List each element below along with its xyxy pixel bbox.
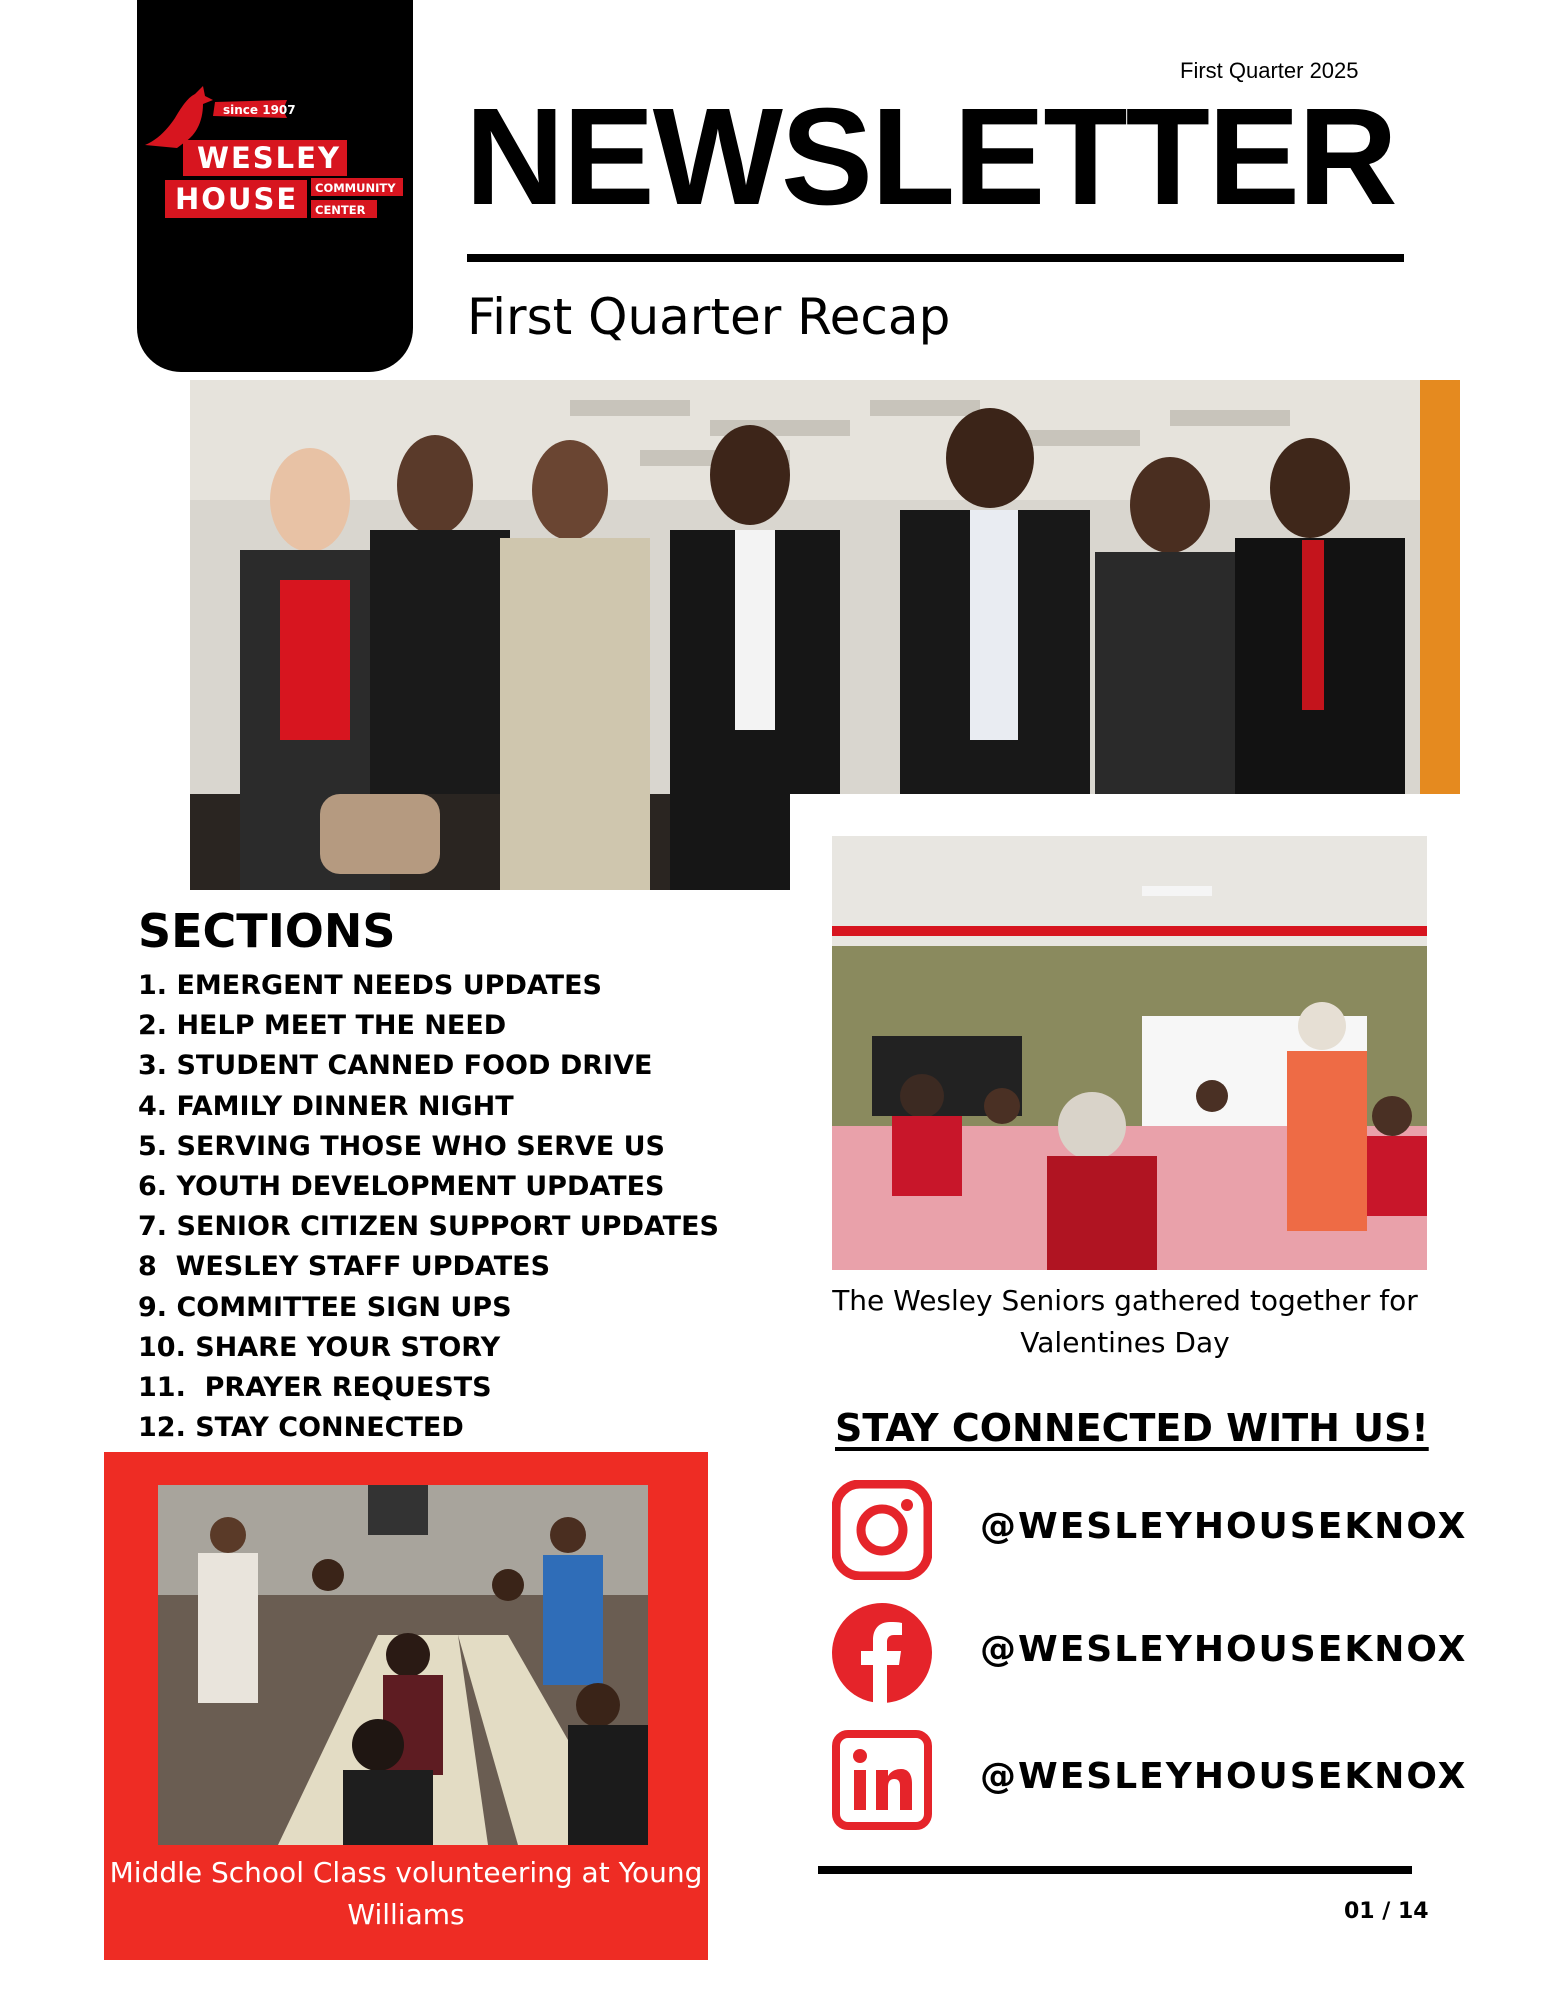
class-photo-caption: Middle School Class volunteering at Young Williams xyxy=(109,1856,703,1931)
linkedin-link[interactable] xyxy=(832,1730,1468,1830)
section-item: 2. HELP MEET THE NEED xyxy=(138,1010,507,1042)
section-item: 10. SHARE YOUR STORY xyxy=(138,1331,501,1363)
logo-center-text: CENTER xyxy=(315,203,366,217)
sections-heading: SECTIONS xyxy=(138,904,396,958)
section-item: 6. YOUTH DEVELOPMENT UPDATES xyxy=(138,1171,665,1203)
section-item: 12. STAY CONNECTED xyxy=(138,1412,464,1444)
wesley-house-logo xyxy=(137,60,413,230)
sections-list xyxy=(138,966,719,1448)
seniors-valentines-photo xyxy=(832,836,1427,1270)
instagram-handle[interactable]: @WESLEYHOUSEKNOX xyxy=(980,1506,1468,1547)
instagram-link[interactable] xyxy=(832,1480,1468,1580)
facebook-handle[interactable]: @WESLEYHOUSEKNOX xyxy=(980,1629,1468,1670)
linkedin-handle[interactable]: @WESLEYHOUSEKNOX xyxy=(980,1756,1468,1797)
instagram-icon xyxy=(832,1480,932,1580)
linkedin-icon xyxy=(832,1730,932,1830)
logo-since-text: since 1907 xyxy=(223,103,296,117)
title-divider xyxy=(467,254,1404,262)
section-item: 5. SERVING THOSE WHO SERVE US xyxy=(138,1130,666,1162)
middle-school-class-photo xyxy=(158,1485,648,1845)
logo-community-text: COMMUNITY xyxy=(315,181,396,195)
logo-house-text: HOUSE xyxy=(175,182,299,216)
section-item: 4. FAMILY DINNER NIGHT xyxy=(138,1090,514,1122)
logo-wesley-text: WESLEY xyxy=(197,141,341,175)
staff-group-photo xyxy=(190,380,1460,794)
section-item: 7. SENIOR CITIZEN SUPPORT UPDATES xyxy=(138,1211,719,1243)
quarter-tag: First Quarter 2025 xyxy=(1180,58,1359,83)
page-number: 01 / 14 xyxy=(1344,1899,1429,1924)
facebook-icon xyxy=(832,1603,932,1703)
logo-block xyxy=(137,0,413,372)
staff-group-photo-lower xyxy=(190,794,790,890)
recap-subtitle: First Quarter Recap xyxy=(467,288,951,346)
cardinal-bird-icon xyxy=(145,86,213,148)
section-item: 8 WESLEY STAFF UPDATES xyxy=(138,1251,551,1283)
footer-divider xyxy=(818,1866,1412,1874)
seniors-photo-caption: The Wesley Seniors gathered together for Valentines Day xyxy=(832,1284,1418,1359)
newsletter-title: NEWSLETTER xyxy=(465,80,1396,234)
section-item: 1. EMERGENT NEEDS UPDATES xyxy=(138,970,602,1001)
stay-connected-heading: STAY CONNECTED WITH US! xyxy=(835,1406,1429,1450)
facebook-link[interactable] xyxy=(832,1603,1468,1703)
section-item: 9. COMMITTEE SIGN UPS xyxy=(138,1291,512,1323)
section-item: 11. PRAYER REQUESTS xyxy=(138,1372,492,1404)
section-item: 3. STUDENT CANNED FOOD DRIVE xyxy=(138,1050,653,1082)
